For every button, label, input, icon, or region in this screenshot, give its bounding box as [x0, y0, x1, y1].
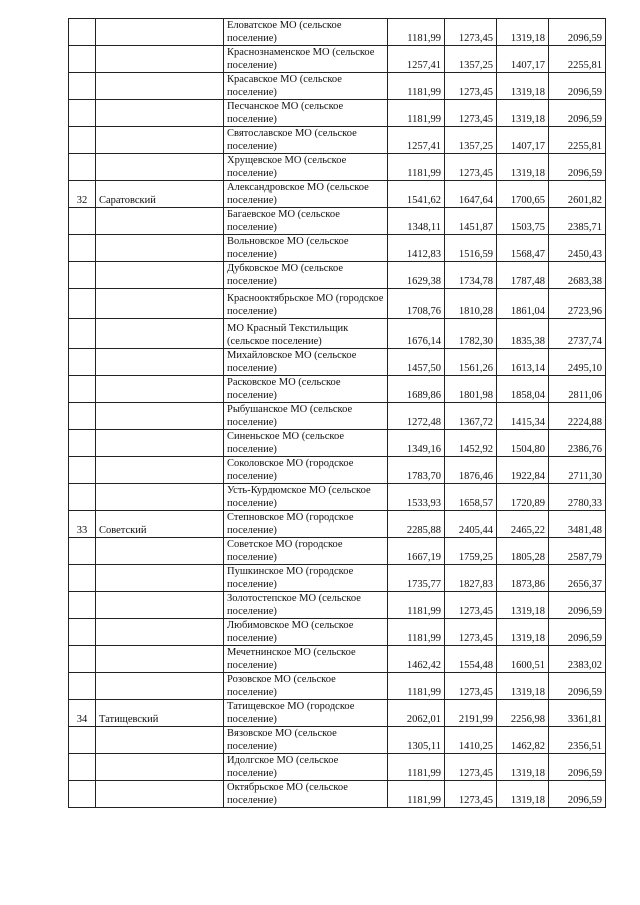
- municipality-name: Синеньское МО (сельское поселение): [224, 430, 388, 457]
- table-row: [69, 457, 606, 484]
- value-cell-1: 1348,11: [388, 208, 445, 235]
- municipality-name: Рыбушанское МО (сельское поселение): [224, 403, 388, 430]
- municipality-name: Расковское МО (сельское поселение): [224, 376, 388, 403]
- value-cell-3: 1700,65: [497, 181, 549, 208]
- district-name: [96, 100, 224, 127]
- municipality-name: Вольновское МО (сельское поселение): [224, 235, 388, 262]
- district-name: [96, 430, 224, 457]
- row-number: 32: [69, 181, 96, 208]
- value-cell-3: 1858,04: [497, 376, 549, 403]
- row-number: [69, 289, 96, 319]
- value-cell-1: 1181,99: [388, 154, 445, 181]
- municipality-name: Еловатское МО (сельское поселение): [224, 19, 388, 46]
- value-cell-3: 1415,34: [497, 403, 549, 430]
- value-cell-1: 1181,99: [388, 592, 445, 619]
- value-cell-3: 1319,18: [497, 673, 549, 700]
- value-cell-4: 2495,10: [549, 349, 606, 376]
- row-number: [69, 781, 96, 808]
- value-cell-1: 1272,48: [388, 403, 445, 430]
- value-cell-2: 1451,87: [445, 208, 497, 235]
- value-cell-3: 1861,04: [497, 289, 549, 319]
- value-cell-1: 1349,16: [388, 430, 445, 457]
- district-name: [96, 289, 224, 319]
- value-cell-4: 2656,37: [549, 565, 606, 592]
- district-name: Татищевский: [96, 700, 224, 727]
- value-cell-4: 2683,38: [549, 262, 606, 289]
- municipality-name: Соколовское МО (городское поселение): [224, 457, 388, 484]
- value-cell-4: 2356,51: [549, 727, 606, 754]
- value-cell-1: 1181,99: [388, 73, 445, 100]
- district-name: [96, 673, 224, 700]
- value-cell-1: 1181,99: [388, 19, 445, 46]
- municipality-name: Вязовское МО (сельское поселение): [224, 727, 388, 754]
- row-number: [69, 208, 96, 235]
- table-row: [69, 754, 606, 781]
- district-name: [96, 619, 224, 646]
- district-name: [96, 127, 224, 154]
- table-row: [69, 619, 606, 646]
- municipality-name: Песчанское МО (сельское поселение): [224, 100, 388, 127]
- value-cell-2: 1273,45: [445, 592, 497, 619]
- value-cell-1: 1708,76: [388, 289, 445, 319]
- district-name: [96, 349, 224, 376]
- row-number: [69, 592, 96, 619]
- district-name: [96, 781, 224, 808]
- value-cell-4: 2096,59: [549, 754, 606, 781]
- table-row: [69, 319, 606, 349]
- municipality-name: Усть-Курдюмское МО (сельское поселение): [224, 484, 388, 511]
- value-cell-2: 1357,25: [445, 46, 497, 73]
- value-cell-2: 1273,45: [445, 19, 497, 46]
- value-cell-3: 1319,18: [497, 619, 549, 646]
- table-row: [69, 376, 606, 403]
- value-cell-3: 1613,14: [497, 349, 549, 376]
- value-cell-4: 2096,59: [549, 781, 606, 808]
- value-cell-2: 1516,59: [445, 235, 497, 262]
- value-cell-4: 2385,71: [549, 208, 606, 235]
- value-cell-3: 1922,84: [497, 457, 549, 484]
- value-cell-4: 2450,43: [549, 235, 606, 262]
- value-cell-2: 1876,46: [445, 457, 497, 484]
- row-number: 33: [69, 511, 96, 538]
- district-name: [96, 403, 224, 430]
- district-name: [96, 754, 224, 781]
- value-cell-2: 2405,44: [445, 511, 497, 538]
- municipality-name: Святославское МО (сельское поселение): [224, 127, 388, 154]
- value-cell-3: 1568,47: [497, 235, 549, 262]
- value-cell-1: 1735,77: [388, 565, 445, 592]
- municipality-name: Хрущевское МО (сельское поселение): [224, 154, 388, 181]
- table-row: [69, 46, 606, 73]
- value-cell-3: 1504,80: [497, 430, 549, 457]
- row-number: [69, 484, 96, 511]
- table-body: [69, 19, 606, 808]
- row-number: [69, 154, 96, 181]
- value-cell-1: 1257,41: [388, 127, 445, 154]
- value-cell-2: 1554,48: [445, 646, 497, 673]
- district-name: [96, 262, 224, 289]
- value-cell-1: 1667,19: [388, 538, 445, 565]
- value-cell-2: 1357,25: [445, 127, 497, 154]
- value-cell-2: 1273,45: [445, 781, 497, 808]
- table-row: [69, 235, 606, 262]
- municipality-name: Александровское МО (сельское поселение): [224, 181, 388, 208]
- value-cell-1: 1533,93: [388, 484, 445, 511]
- value-cell-2: 1561,26: [445, 349, 497, 376]
- value-cell-2: 1734,78: [445, 262, 497, 289]
- value-cell-1: 1181,99: [388, 781, 445, 808]
- municipality-name: Татищевское МО (городское поселение): [224, 700, 388, 727]
- value-cell-1: 2285,88: [388, 511, 445, 538]
- value-cell-2: 1367,72: [445, 403, 497, 430]
- value-cell-3: 1319,18: [497, 100, 549, 127]
- value-cell-3: 1503,75: [497, 208, 549, 235]
- table-row: [69, 403, 606, 430]
- value-cell-4: 2096,59: [549, 154, 606, 181]
- row-number: [69, 19, 96, 46]
- value-cell-4: 2255,81: [549, 127, 606, 154]
- value-cell-4: 2224,88: [549, 403, 606, 430]
- municipality-name: МО Красный Текстильщик (сельское поселение): [224, 319, 388, 349]
- value-cell-4: 3481,48: [549, 511, 606, 538]
- row-number: [69, 457, 96, 484]
- table-row: [69, 565, 606, 592]
- district-name: [96, 319, 224, 349]
- value-cell-2: 1801,98: [445, 376, 497, 403]
- district-name: [96, 565, 224, 592]
- value-cell-2: 1410,25: [445, 727, 497, 754]
- value-cell-4: 2587,79: [549, 538, 606, 565]
- row-number: [69, 673, 96, 700]
- value-cell-1: 1462,42: [388, 646, 445, 673]
- district-name: [96, 46, 224, 73]
- district-name: [96, 457, 224, 484]
- value-cell-4: 2811,06: [549, 376, 606, 403]
- row-number: [69, 565, 96, 592]
- value-cell-2: 1658,57: [445, 484, 497, 511]
- table-row: [69, 727, 606, 754]
- table-row: [69, 208, 606, 235]
- municipality-name: Багаевское МО (сельское поселение): [224, 208, 388, 235]
- value-cell-3: 1319,18: [497, 19, 549, 46]
- municipality-name: Красавское МО (сельское поселение): [224, 73, 388, 100]
- municipality-name: Любимовское МО (сельское поселение): [224, 619, 388, 646]
- value-cell-3: 1319,18: [497, 754, 549, 781]
- value-cell-3: 1319,18: [497, 592, 549, 619]
- municipality-name: Краснознаменское МО (сельское поселение): [224, 46, 388, 73]
- table-row: [69, 511, 606, 538]
- row-number: [69, 100, 96, 127]
- value-cell-3: 1407,17: [497, 46, 549, 73]
- row-number: [69, 754, 96, 781]
- value-cell-4: 2096,59: [549, 673, 606, 700]
- value-cell-3: 1319,18: [497, 781, 549, 808]
- value-cell-3: 1407,17: [497, 127, 549, 154]
- table-row: [69, 19, 606, 46]
- value-cell-4: 2096,59: [549, 100, 606, 127]
- value-cell-3: 1600,51: [497, 646, 549, 673]
- table-row: [69, 154, 606, 181]
- row-number: [69, 376, 96, 403]
- value-cell-1: 1689,86: [388, 376, 445, 403]
- value-cell-2: 1647,64: [445, 181, 497, 208]
- value-cell-1: 1181,99: [388, 100, 445, 127]
- value-cell-3: 1787,48: [497, 262, 549, 289]
- value-cell-3: 1873,86: [497, 565, 549, 592]
- value-cell-4: 2601,82: [549, 181, 606, 208]
- table-row: [69, 484, 606, 511]
- table-row: [69, 73, 606, 100]
- district-name: [96, 538, 224, 565]
- table-row: [69, 262, 606, 289]
- district-name: [96, 376, 224, 403]
- value-cell-4: 2723,96: [549, 289, 606, 319]
- row-number: [69, 619, 96, 646]
- table-row: [69, 181, 606, 208]
- value-cell-4: 2737,74: [549, 319, 606, 349]
- value-cell-2: 1452,92: [445, 430, 497, 457]
- district-name: [96, 19, 224, 46]
- value-cell-3: 2256,98: [497, 700, 549, 727]
- value-cell-4: 2255,81: [549, 46, 606, 73]
- row-number: [69, 235, 96, 262]
- table-row: [69, 100, 606, 127]
- value-cell-2: 1273,45: [445, 73, 497, 100]
- value-cell-3: 1462,82: [497, 727, 549, 754]
- municipality-name: Розовское МО (сельское поселение): [224, 673, 388, 700]
- table-row: [69, 592, 606, 619]
- municipality-name: Пушкинское МО (городское поселение): [224, 565, 388, 592]
- row-number: [69, 727, 96, 754]
- value-cell-1: 1783,70: [388, 457, 445, 484]
- row-number: 34: [69, 700, 96, 727]
- value-cell-1: 1412,83: [388, 235, 445, 262]
- municipality-name: Октябрьское МО (сельское поселение): [224, 781, 388, 808]
- table-row: [69, 781, 606, 808]
- value-cell-4: 2711,30: [549, 457, 606, 484]
- value-cell-3: 1835,38: [497, 319, 549, 349]
- row-number: [69, 349, 96, 376]
- value-cell-1: 1676,14: [388, 319, 445, 349]
- value-cell-2: 2191,99: [445, 700, 497, 727]
- value-cell-1: 1541,62: [388, 181, 445, 208]
- row-number: [69, 430, 96, 457]
- table-row: [69, 289, 606, 319]
- row-number: [69, 46, 96, 73]
- value-cell-1: 1457,50: [388, 349, 445, 376]
- value-cell-3: 1319,18: [497, 154, 549, 181]
- district-name: Саратовский: [96, 181, 224, 208]
- value-cell-4: 3361,81: [549, 700, 606, 727]
- row-number: [69, 403, 96, 430]
- value-cell-1: 1181,99: [388, 619, 445, 646]
- value-cell-4: 2780,33: [549, 484, 606, 511]
- district-name: [96, 208, 224, 235]
- value-cell-4: 2096,59: [549, 73, 606, 100]
- value-cell-4: 2096,59: [549, 19, 606, 46]
- municipality-name: Золотостепское МО (сельское поселение): [224, 592, 388, 619]
- municipality-name: Степновское МО (городское поселение): [224, 511, 388, 538]
- value-cell-4: 2386,76: [549, 430, 606, 457]
- tariff-table: [68, 18, 606, 808]
- table-row: [69, 646, 606, 673]
- value-cell-1: 1257,41: [388, 46, 445, 73]
- value-cell-1: 1181,99: [388, 754, 445, 781]
- district-name: [96, 592, 224, 619]
- district-name: [96, 73, 224, 100]
- district-name: [96, 484, 224, 511]
- row-number: [69, 127, 96, 154]
- table-row: [69, 430, 606, 457]
- value-cell-1: 2062,01: [388, 700, 445, 727]
- value-cell-2: 1273,45: [445, 154, 497, 181]
- value-cell-2: 1273,45: [445, 673, 497, 700]
- table-row: [69, 700, 606, 727]
- value-cell-4: 2383,02: [549, 646, 606, 673]
- municipality-name: Михайловское МО (сельское поселение): [224, 349, 388, 376]
- value-cell-2: 1782,30: [445, 319, 497, 349]
- district-name: [96, 727, 224, 754]
- value-cell-4: 2096,59: [549, 592, 606, 619]
- table-row: [69, 673, 606, 700]
- value-cell-1: 1629,38: [388, 262, 445, 289]
- row-number: [69, 73, 96, 100]
- table-row: [69, 349, 606, 376]
- value-cell-1: 1181,99: [388, 673, 445, 700]
- district-name: [96, 154, 224, 181]
- value-cell-2: 1273,45: [445, 100, 497, 127]
- table-row: [69, 127, 606, 154]
- value-cell-3: 1720,89: [497, 484, 549, 511]
- row-number: [69, 538, 96, 565]
- row-number: [69, 646, 96, 673]
- value-cell-2: 1759,25: [445, 538, 497, 565]
- row-number: [69, 262, 96, 289]
- district-name: Советский: [96, 511, 224, 538]
- municipality-name: Идолгское МО (сельское поселение): [224, 754, 388, 781]
- value-cell-1: 1305,11: [388, 727, 445, 754]
- district-name: [96, 235, 224, 262]
- municipality-name: Советское МО (городское поселение): [224, 538, 388, 565]
- value-cell-2: 1273,45: [445, 619, 497, 646]
- value-cell-3: 1319,18: [497, 73, 549, 100]
- municipality-name: Мечетнинское МО (сельское поселение): [224, 646, 388, 673]
- value-cell-2: 1827,83: [445, 565, 497, 592]
- municipality-name: Дубковское МО (сельское поселение): [224, 262, 388, 289]
- value-cell-2: 1273,45: [445, 754, 497, 781]
- district-name: [96, 646, 224, 673]
- value-cell-4: 2096,59: [549, 619, 606, 646]
- row-number: [69, 319, 96, 349]
- value-cell-2: 1810,28: [445, 289, 497, 319]
- table-row: [69, 538, 606, 565]
- municipality-name: Краснооктябрьское МО (городское поселение): [224, 289, 388, 319]
- value-cell-3: 2465,22: [497, 511, 549, 538]
- value-cell-3: 1805,28: [497, 538, 549, 565]
